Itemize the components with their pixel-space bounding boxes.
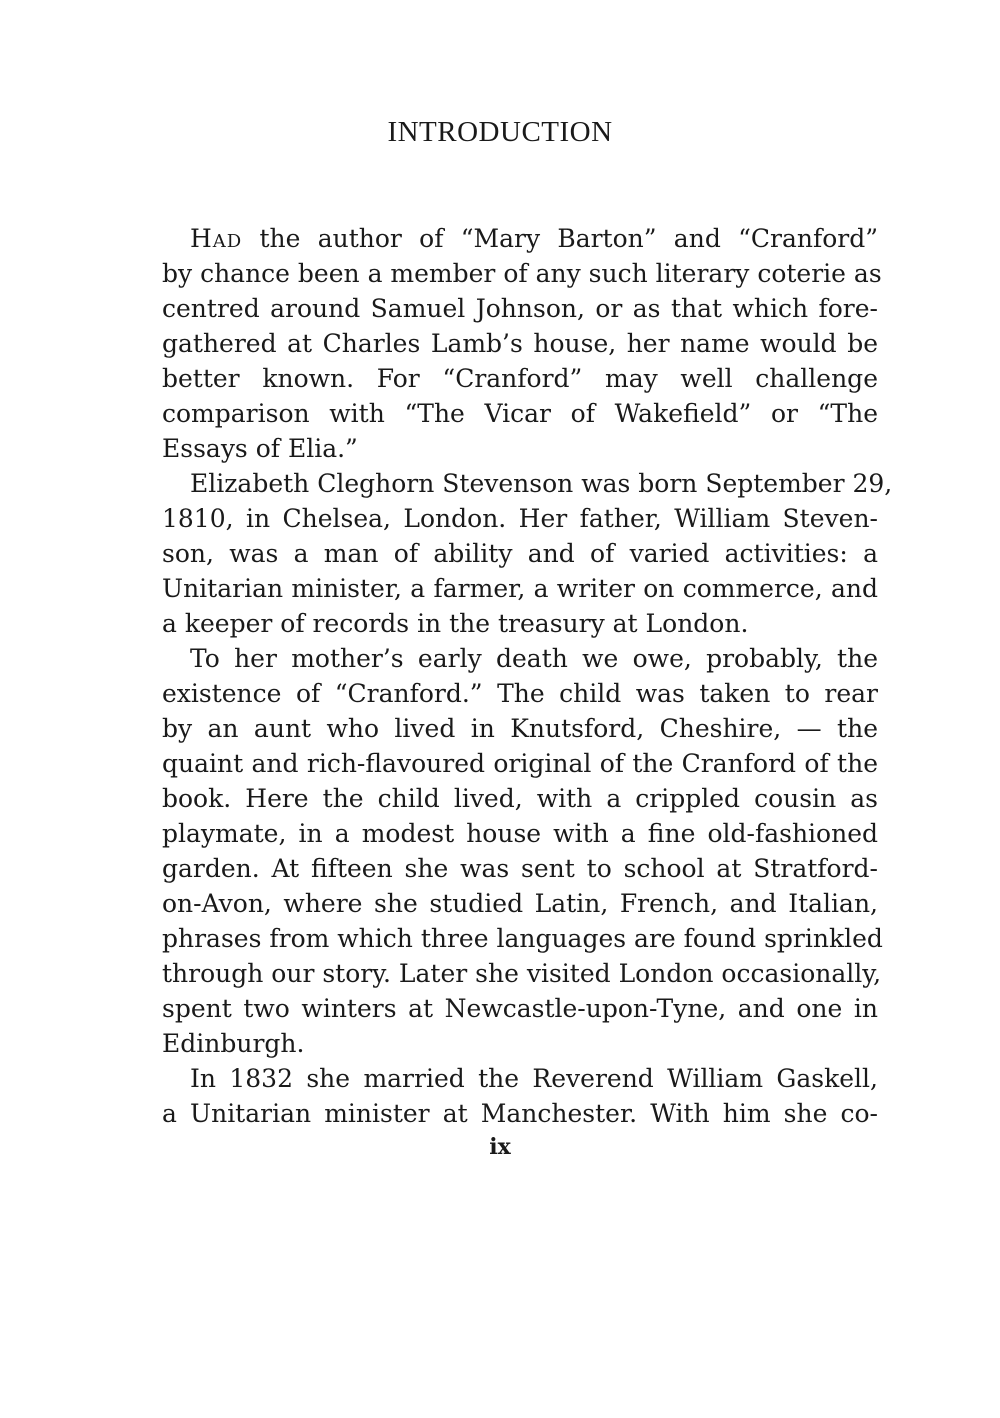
text-line: phrases from which three languages are found sprinkled xyxy=(162,924,883,953)
paragraph-4 xyxy=(162,1061,878,1131)
introduction-body xyxy=(162,221,893,1131)
text-line: a keeper of records in the treasury at London. xyxy=(162,609,749,638)
text-line: 1810, in Chelsea, London. Her father, William Steven- xyxy=(162,504,878,533)
text-line: son, was a man of ability and of varied activities: a xyxy=(162,539,878,568)
text-line: Essays of Elia.” xyxy=(162,434,358,463)
paragraph-3 xyxy=(162,641,883,1061)
text-line: quaint and rich-flavoured original of the Cranford of the xyxy=(162,749,878,778)
paragraph-2 xyxy=(162,466,893,641)
text-line: by an aunt who lived in Knutsford, Cheshire, — the xyxy=(162,714,878,743)
text-line: Edinburgh. xyxy=(162,1029,305,1058)
text-line: existence of “Cranford.” The child was taken to rear xyxy=(162,679,878,708)
text-line: Unitarian minister, a farmer, a writer on commerce, and xyxy=(162,574,878,603)
text-line: spent two winters at Newcastle-upon-Tyne, and one in xyxy=(162,994,878,1023)
text-line: playmate, in a modest house with a fine old-fashioned xyxy=(162,819,878,848)
text-line: Had the author of “Mary Barton” and “Cranford” xyxy=(190,224,878,253)
page-number: ix xyxy=(489,1134,511,1160)
text-line: a Unitarian minister at Manchester. With him she co- xyxy=(162,1099,878,1128)
text-line: garden. At fifteen she was sent to school at Stratford- xyxy=(162,854,878,883)
text-line: gathered at Charles Lamb’s house, her name would be xyxy=(162,329,878,358)
text-line: In 1832 she married the Reverend William Gaskell, xyxy=(190,1064,878,1093)
text-line: Elizabeth Cleghorn Stevenson was born September 29, xyxy=(190,469,893,498)
drop-word: Had xyxy=(190,224,243,253)
text-line: centred around Samuel Johnson, or as that which fore- xyxy=(162,294,878,323)
text-line: by chance been a member of any such literary coterie as xyxy=(162,259,882,288)
text-line: on-Avon, where she studied Latin, French, and Italian, xyxy=(162,889,878,918)
paragraph-1 xyxy=(162,221,882,466)
text-line: To her mother’s early death we owe, probably, the xyxy=(190,644,878,673)
text-line: through our story. Later she visited London occasionally, xyxy=(162,959,882,988)
page-title: INTRODUCTION xyxy=(387,116,613,148)
text-line: comparison with “The Vicar of Wakefield” or “The xyxy=(162,399,878,428)
text-line: book. Here the child lived, with a crippled cousin as xyxy=(162,784,878,813)
text-line: better known. For “Cranford” may well challenge xyxy=(162,364,878,393)
